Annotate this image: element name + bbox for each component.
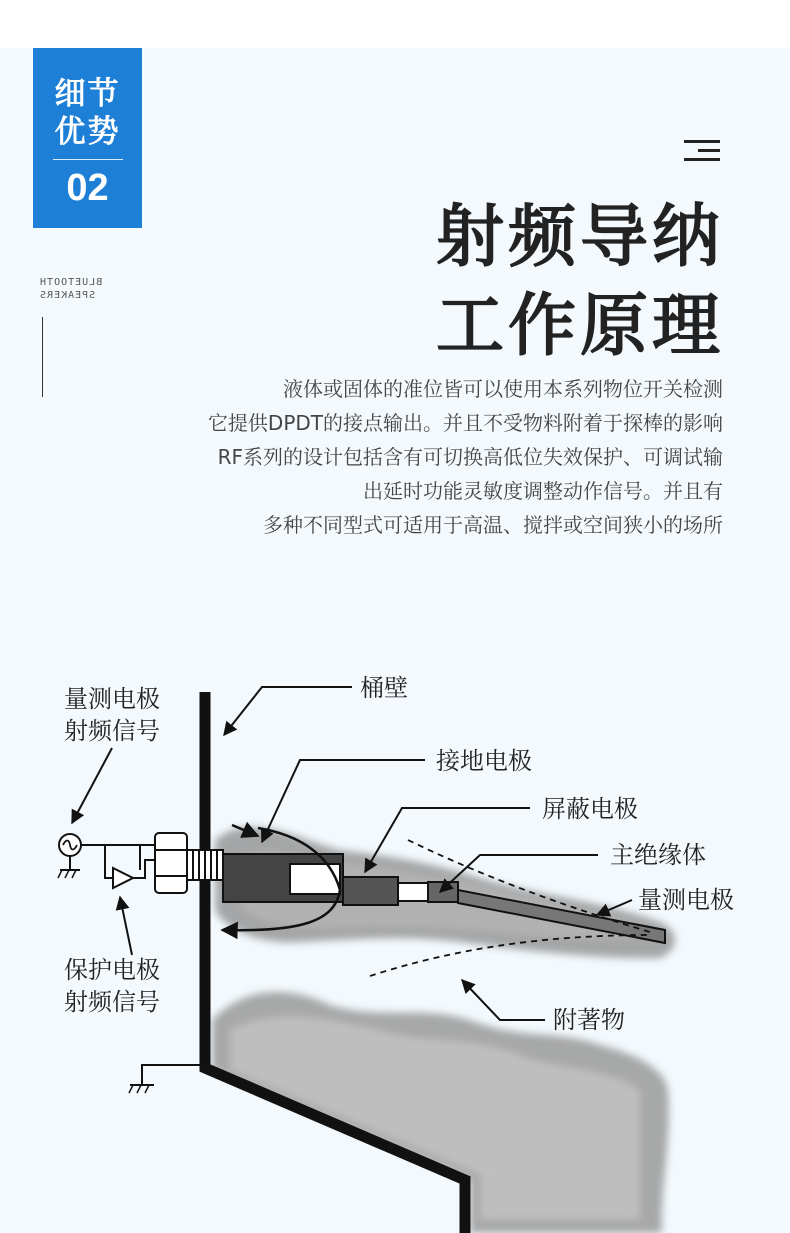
label-tank-wall: 桶壁 bbox=[360, 674, 408, 702]
description bbox=[83, 372, 723, 542]
description-line: 液体或固体的准位皆可以使用本系列物位开关检测 bbox=[283, 377, 723, 401]
top-strip bbox=[0, 0, 790, 48]
side-text-line2: SPEAKERS bbox=[39, 290, 96, 301]
description-line: 它提供DPDT的接点输出。并且不受物料附着于探棒的影响 bbox=[207, 411, 723, 435]
description-line: 多种不同型式可适用于高温、搅拌或空间狭小的场所 bbox=[263, 513, 723, 537]
label-measure-signal-line1: 量测电极 bbox=[64, 685, 160, 713]
label-measure-electrode: 量测电极 bbox=[638, 886, 734, 914]
label-measure-signal-line2: 射频信号 bbox=[64, 717, 160, 745]
side-text-line1: BLUETOOTH bbox=[39, 277, 103, 288]
rf-admittance-diagram bbox=[0, 660, 790, 1233]
heading-line1: 射频导纳 bbox=[435, 198, 724, 277]
badge-title-line1: 细节 bbox=[54, 76, 121, 112]
label-deposit: 附著物 bbox=[553, 1006, 625, 1034]
badge-divider bbox=[53, 159, 123, 160]
label-guard-signal-line2: 射频信号 bbox=[64, 988, 160, 1016]
description-line: RF系列的设计包括含有可切换高低位失效保护、可调试输 bbox=[217, 445, 723, 469]
badge-number: 02 bbox=[66, 167, 109, 209]
heading-line2: 工作原理 bbox=[435, 287, 724, 366]
label-shield-electrode: 屏蔽电极 bbox=[542, 795, 638, 823]
badge-title-line2: 优势 bbox=[54, 114, 121, 150]
side-mirrored-text bbox=[39, 276, 129, 302]
menu-lines-icon bbox=[684, 140, 720, 162]
description-line: 出延时功能灵敏度调整动作信号。并且有 bbox=[363, 479, 723, 503]
label-insulator: 主绝缘体 bbox=[610, 841, 706, 869]
side-vertical-line bbox=[42, 317, 43, 397]
label-guard-signal-line1: 保护电极 bbox=[64, 956, 160, 984]
section-badge bbox=[33, 48, 142, 228]
label-ground-electrode: 接地电极 bbox=[436, 747, 532, 775]
